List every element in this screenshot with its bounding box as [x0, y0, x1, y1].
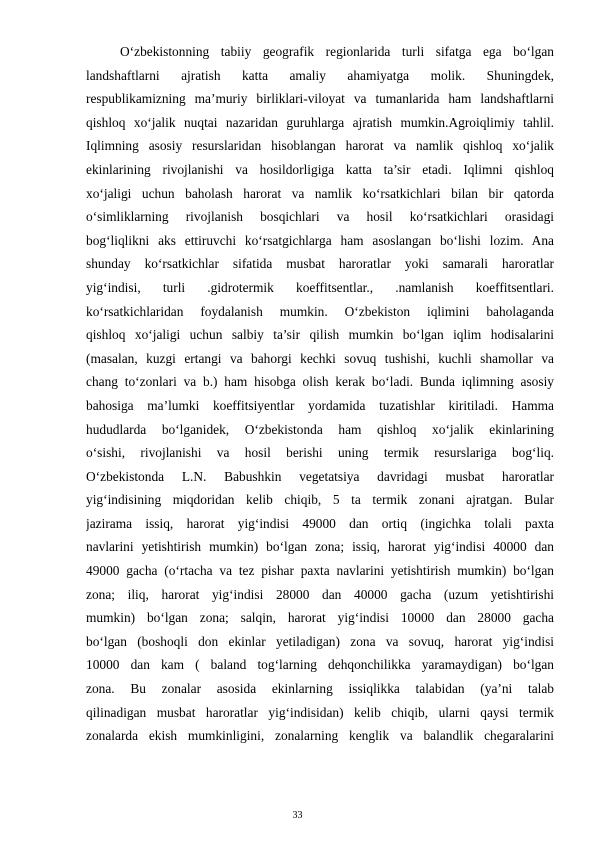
body-text — [86, 40, 554, 748]
text-line: 10000 dan kam ( baland tog‘larning dehqonchilikka yaramaydigan) bo‘lgan — [86, 657, 554, 673]
text-line: 49000 gacha (o‘rtacha va tez pishar paxta navlarini yetishtirish mumkin) bo‘lgan — [86, 563, 554, 579]
text-line: xo‘jaligi uchun baholash harorat va namlik ko‘rsatkichlari bilan bir qatorda — [86, 185, 554, 201]
text-line: zona; iliq, harorat yig‘indisi 28000 dan 40000 gacha (uzum yetishtirishi — [86, 586, 554, 602]
text-line: bo‘lgan (boshoqli don ekinlar yetiladigan) zona va sovuq, harorat yig‘indisi — [86, 633, 554, 649]
text-line: zona. Bu zonalar asosida ekinlarning issiqlikka talabidan (ya’ni talab — [86, 681, 554, 697]
text-line: ekinlarining rivojlanishi va hosildorligiga katta ta’sir etadi. Iqlimni qishloq — [86, 161, 554, 177]
text-line: landshaftlarni ajratish katta amaliy ahamiyatga molik. Shuningdek, — [86, 67, 554, 83]
text-line: qishloq xo‘jaligi uchun salbiy ta’sir qilish mumkin bo‘lgan iqlim hodisalarini — [86, 327, 554, 343]
text-line: O‘zbekistonning tabiiy geografik regionlarida turli sifatga ega bo‘lgan — [120, 44, 554, 59]
text-line: o‘simliklarning rivojlanish bosqichlari va hosil ko‘rsatkichlari orasidagi — [86, 209, 554, 225]
text-line: (masalan, kuzgi ertangi va bahorgi kechki sovuq tushishi, kuchli shamollar va — [86, 350, 554, 366]
text-line: zonalarda ekish mumkinligini, zonalarning kenglik va balandlik chegaralarini — [86, 728, 554, 744]
text-line: mumkin) bo‘lgan zona; salqin, harorat yig‘indisi 10000 dan 28000 gacha — [86, 610, 554, 626]
text-line: yig‘indisining miqdoridan kelib chiqib, 5 ta termik zonani ajratgan. Bular — [86, 492, 554, 508]
text-line: bahosiga ma’lumki koeffitsiyentlar yordamida tuzatishlar kiritiladi. Hamma — [86, 397, 554, 413]
text-line: Iqlimning asosiy resurslaridan hisoblangan harorat va namlik qishloq xo‘jalik — [86, 138, 554, 154]
text-line: qilinadigan musbat haroratlar yig‘indisidan) kelib chiqib, ularni qaysi termik — [86, 704, 554, 720]
text-line: shunday ko‘rsatkichlar sifatida musbat haroratlar yoki samarali haroratlar — [86, 256, 554, 272]
text-line: jazirama issiq, harorat yig‘indisi 49000 dan ortiq (ingichka tolali paxta — [86, 515, 554, 531]
text-line: o‘sishi, rivojlanishi va hosil berishi uning termik resurslariga bog‘liq. — [86, 445, 554, 461]
text-line: qishloq xo‘jalik nuqtai nazaridan guruhlarga ajratish mumkin.Agroiqlimiy tahlil. — [86, 114, 554, 130]
text-line: yig‘indisi, turli .gidrotermik koeffitsentlar., .namlanish koeffitsentlari. — [86, 279, 554, 295]
text-line: navlarini yetishtirish mumkin) bo‘lgan zona; issiq, harorat yig‘indisi 40000 dan — [86, 539, 554, 555]
text-line: respublikamizning ma’muriy birliklari-viloyat va tumanlarida ham landshaftlarni — [86, 91, 554, 107]
text-line: bog‘liqlikni aks ettiruvchi ko‘rsatgichlarga ham asoslangan bo‘lishi lozim. Ana — [86, 232, 554, 248]
text-line: hududlarda bo‘lganidek, O‘zbekistonda ham qishloq xo‘jalik ekinlarining — [86, 421, 554, 437]
page-number: 33 — [292, 810, 303, 821]
text-line: ko‘rsatkichlaridan foydalanish mumkin. O‘zbekiston iqlimini baholaganda — [86, 303, 554, 319]
text-line: chang to‘zonlari va b.) ham hisobga olish kerak bo‘ladi. Bunda iqlimning asosiy — [86, 374, 554, 390]
text-line: O‘zbekistonda L.N. Babushkin vegetatsiya davridagi musbat haroratlar — [86, 468, 554, 484]
